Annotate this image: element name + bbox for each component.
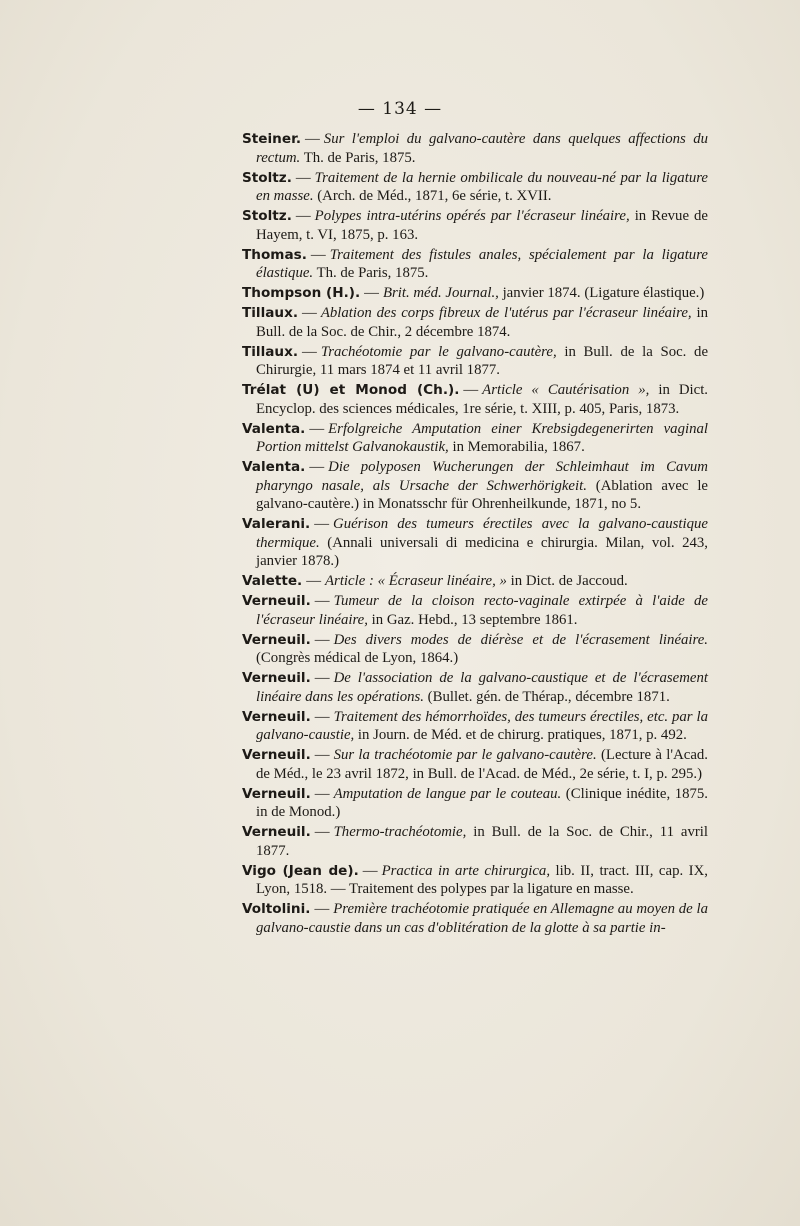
bibliography-entry: Verneuil. — Des divers modes de diérèse et de l'écrasement linéaire. (Congrès médical de Lyon, 1864.) bbox=[242, 631, 708, 666]
entry-title: Tumeur de la cloison recto-vaginale extirpée à l'aide de l'écraseur linéaire, bbox=[256, 593, 708, 628]
entry-author: Verneuil. bbox=[242, 785, 311, 802]
entry-author: Verneuil. bbox=[242, 593, 311, 609]
bibliography-entry: Valenta. — Die polyposen Wucherungen der Schleimhaut im Cavum pharyngo nasale, als Ursache der Schwerhörigkeit. (Ablation avec le galvano-cautère.) in Monatsschr für Ohrenheilkunde, 1871, no 5. bbox=[242, 459, 708, 512]
bibliography-entry: Valette. — Article : « Écraseur linéaire, » in Dict. de Jaccoud. bbox=[242, 573, 628, 589]
entry-details: janvier 1874. (Ligature élastique.) bbox=[502, 285, 705, 301]
entry-author: Steiner. bbox=[242, 131, 301, 147]
entry-title: Article : « Écraseur linéaire, » bbox=[325, 573, 507, 589]
entry-details: (Clinique inédite, 1875. in de Monod.) bbox=[256, 785, 708, 820]
entry-author: Voltolini. bbox=[242, 901, 311, 917]
entry-author: Stoltz. bbox=[242, 169, 292, 186]
entry-details: lib. II, tract. III, cap. IX, Lyon, 1518. — Traitement des polypes par la ligature en masse. bbox=[256, 862, 708, 897]
bibliography-entry: Verneuil. — Tumeur de la cloison recto-vaginale extirpée à l'aide de l'écraseur linéaire, in Gaz. Hebd., 13 septembre 1861. bbox=[242, 593, 708, 628]
bibliography-entry: Verneuil. — Traitement des hémorrhoïdes, des tumeurs érectiles, etc. par la galvano-caustie, in Journ. de Méd. et de chirurg. pratiques, 1871, p. 492. bbox=[242, 708, 708, 743]
entry-details: in Revue de Hayem, t. VI, 1875, p. 163. bbox=[256, 208, 709, 243]
entry-details: (Ablation avec le galvano-cautère.) in Monatsschr für Ohrenheilkunde, 1871, no 5. bbox=[256, 477, 708, 512]
bibliography-entry: Valerani. — Guérison des tumeurs érectiles avec la galvano-caustique thermique. (Annali universali di medicina e chirurgia. Milan, vol. 243, janvier 1878.) bbox=[242, 516, 708, 569]
entry-title: Sur la trachéotomie par le galvano-cautère. bbox=[333, 747, 597, 763]
entry-author: Verneuil. bbox=[242, 708, 311, 725]
entry-author: Thomas. bbox=[242, 246, 307, 263]
entry-details: Th. de Paris, 1875. bbox=[303, 149, 416, 166]
entry-title: Erfolgreiche Amputation einer Krebsigdegenerirten vaginal Portion mittelst Galvanokaustik, bbox=[256, 420, 708, 455]
entry-title: Traitement des fistules anales, spécialement par la ligature élastique. bbox=[256, 246, 708, 281]
entry-author: Valette. bbox=[242, 573, 303, 589]
entry-details: in Dict. de Jaccoud. bbox=[510, 573, 628, 589]
entry-title: Première trachéotomie pratiquée en Allemagne au moyen de la galvano-caustie dans un cas d'oblitération de la glotte à sa partie in- bbox=[256, 901, 708, 936]
page-number: — 134 — bbox=[357, 99, 443, 119]
entry-details: in Gaz. Hebd., 13 septembre 1861. bbox=[371, 611, 578, 628]
entry-details: in Memorabilia, 1867. bbox=[452, 439, 585, 455]
entry-details: (Bullet. gén. de Thérap., décembre 1871. bbox=[427, 688, 670, 705]
entry-title: Traitement des hémorrhoïdes, des tumeurs érectiles, etc. par la galvano-caustie, bbox=[256, 708, 708, 743]
entry-details: in Bull. de la Soc. de Chir., 2 décembre 1874. bbox=[256, 305, 708, 340]
bibliography-entry: Steiner. — Sur l'emploi du galvano-cautère dans quelques affections du rectum. Th. de Paris, 1875. bbox=[242, 131, 708, 166]
bibliography-entry: Verneuil. — Sur la trachéotomie par le galvano-cautère. (Lecture à l'Acad. de Méd., le 23 avril 1872, in Bull. de l'Acad. de Méd., 2e série, t. I, p. 295.) bbox=[242, 747, 708, 782]
entry-title: Guérison des tumeurs érectiles avec la galvano-caustique thermique. bbox=[256, 516, 708, 551]
entry-author: Verneuil. bbox=[242, 670, 311, 686]
entry-author: Valenta. bbox=[242, 459, 306, 475]
entry-author: Trélat (U) et Monod (Ch.). bbox=[242, 382, 460, 398]
entry-title: Polypes intra-utérins opérés par l'écraseur linéaire, bbox=[314, 208, 630, 224]
entry-title: De l'association de la galvano-caustique et de l'écrasement linéaire dans les opérations. bbox=[256, 670, 708, 705]
entry-author: Valerani. bbox=[242, 516, 311, 532]
bibliography-entry: Verneuil. — Thermo-trachéotomie, in Bull. de la Soc. de Chir., 11 avril 1877. bbox=[242, 824, 708, 859]
entry-title: Article « Cautérisation », bbox=[482, 382, 650, 398]
bibliography-entry: Stoltz. — Polypes intra-utérins opérés par l'écraseur linéaire, in Revue de Hayem, t. VI, 1875, p. 163. bbox=[242, 208, 709, 243]
entry-title: Sur l'emploi du galvano-cautère dans quelques affections du rectum. bbox=[256, 131, 708, 166]
entry-author: Tillaux. bbox=[242, 305, 299, 321]
bibliography-entry: Tillaux. — Ablation des corps fibreux de l'utérus par l'écraseur linéaire, in Bull. de la Soc. de Chir., 2 décembre 1874. bbox=[242, 305, 708, 340]
entry-author: Verneuil. bbox=[242, 824, 311, 840]
entry-details: in Bull. de la Soc. de Chir., 11 avril 1877. bbox=[256, 824, 708, 859]
entry-author: Verneuil. bbox=[242, 747, 311, 763]
bibliography-entry: Verneuil. — De l'association de la galvano-caustique et de l'écrasement linéaire dans les opérations. (Bullet. gén. de Thérap., décembre 1871. bbox=[242, 670, 708, 705]
entry-details: Th. de Paris, 1875. bbox=[316, 265, 429, 281]
entry-author: Tillaux. bbox=[242, 343, 299, 360]
bibliography-entry: Voltolini. — Première trachéotomie pratiquée en Allemagne au moyen de la galvano-caustie dans un cas d'oblitération de la glotte à sa partie in- bbox=[242, 901, 708, 936]
entry-author: Thompson (H.). bbox=[242, 285, 361, 301]
entry-title: Practica in arte chirurgica, bbox=[381, 862, 551, 879]
bibliography-entry: Thompson (H.). — Brit. méd. Journal., janvier 1874. (Ligature élastique.) bbox=[242, 285, 705, 301]
bibliography-entry: Verneuil. — Amputation de langue par le couteau. (Clinique inédite, 1875. in de Monod.) bbox=[242, 785, 708, 820]
entry-author: Verneuil. bbox=[242, 631, 311, 648]
entry-title: Ablation des corps fibreux de l'utérus par l'écraseur linéaire, bbox=[320, 305, 692, 321]
entry-title: Die polyposen Wucherungen der Schleimhaut im Cavum pharyngo nasale, als Ursache der Schwerhörigkeit. bbox=[256, 459, 708, 494]
entry-title: Thermo-trachéotomie, bbox=[333, 824, 467, 840]
bibliography-entry: Vigo (Jean de). — Practica in arte chirurgica, lib. II, tract. III, cap. IX, Lyon, 1518. — Traitement des polypes par la ligature en masse. bbox=[242, 862, 708, 897]
entry-details: (Lecture à l'Acad. de Méd., le 23 avril 1872, in Bull. de l'Acad. de Méd., 2e série, t. I, p. 295.) bbox=[256, 747, 708, 782]
entry-title: Amputation de langue par le couteau. bbox=[333, 785, 562, 802]
bibliography-entry: Trélat (U) et Monod (Ch.). — Article « Cautérisation », in Dict. Encyclop. des sciences médicales, 1re série, t. XIII, p. 405, Paris, 1873. bbox=[242, 382, 709, 417]
bibliography-list bbox=[242, 130, 708, 939]
bibliography-entry: Thomas. — Traitement des fistules anales, spécialement par la ligature élastique. Th. de Paris, 1875. bbox=[242, 246, 708, 281]
entry-details: in Journ. de Méd. et de chirurg. pratiques, 1871, p. 492. bbox=[357, 727, 687, 743]
entry-title: Brit. méd. Journal., bbox=[382, 285, 499, 301]
entry-author: Stoltz. bbox=[242, 208, 292, 224]
entry-details: in Dict. Encyclop. des sciences médicales, 1re série, t. XIII, p. 405, Paris, 1873. bbox=[256, 382, 709, 417]
bibliography-entry: Tillaux. — Trachéotomie par le galvano-cautère, in Bull. de la Soc. de Chirurgie, 11 mars 1874 et 11 avril 1877. bbox=[242, 343, 709, 378]
bibliography-entry: Stoltz. — Traitement de la hernie ombilicale du nouveau-né par la ligature en masse. (Arch. de Méd., 1871, 6e série, t. XVII. bbox=[242, 169, 708, 204]
entry-details: (Arch. de Méd., 1871, 6e série, t. XVII. bbox=[317, 188, 552, 204]
entry-details: (Congrès médical de Lyon, 1864.) bbox=[256, 650, 459, 666]
entry-title: Trachéotomie par le galvano-cautère, bbox=[320, 343, 557, 360]
entry-details: in Bull. de la Soc. de Chirurgie, 11 mars 1874 et 11 avril 1877. bbox=[256, 343, 709, 378]
entry-details: (Annali universali di medicina e chirurgia. Milan, vol. 243, janvier 1878.) bbox=[256, 534, 708, 569]
entry-author: Valenta. bbox=[242, 420, 306, 437]
entry-author: Vigo (Jean de). bbox=[242, 862, 359, 879]
entry-title: Traitement de la hernie ombilicale du nouveau-né par la ligature en masse. bbox=[256, 169, 708, 204]
bibliography-entry: Valenta. — Erfolgreiche Amputation einer Krebsigdegenerirten vaginal Portion mittelst Galvanokaustik, in Memorabilia, 1867. bbox=[242, 420, 708, 455]
entry-title: Des divers modes de diérèse et de l'écrasement linéaire. bbox=[333, 631, 708, 648]
